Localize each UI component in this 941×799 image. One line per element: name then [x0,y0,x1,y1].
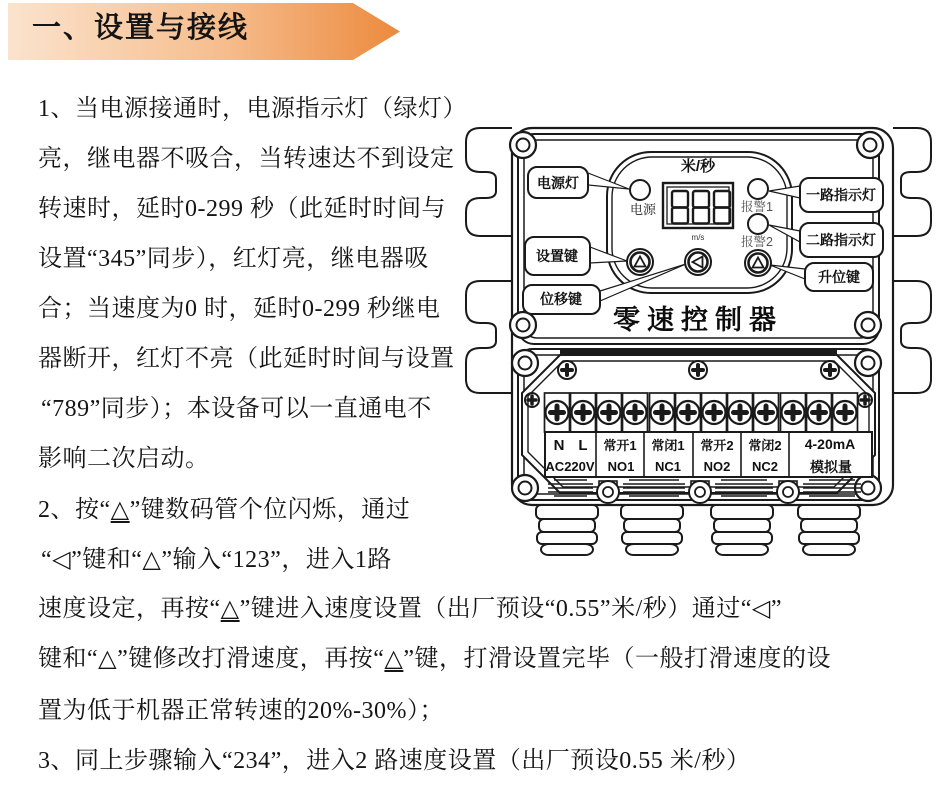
svg-text:电源: 电源 [629,202,657,217]
body-text-line: 设置“345”同步），红灯亮，继电器吸 [38,246,429,272]
svg-text:m/s: m/s [691,233,705,242]
body-text-line: 合；当速度为0 时，延时0-299 秒继电 [38,296,441,322]
callout-up-key [805,263,873,291]
svg-text:AC220V: AC220V [545,459,595,474]
body-text-line: 3、同上步骤输入“234”，进入2 路速度设置（出厂预设0.55 米/秒） [38,748,751,774]
body-text-line: 键和“△”键修改打滑速度，再按“△”键，打滑设置完毕（一般打滑速度的设 [38,646,832,672]
body-text-line: 影响二次启动。 [38,446,210,472]
callout-shift-key [523,285,600,314]
device-diagram [460,113,940,578]
body-text-line: 置为低于机器正常转速的20%-30%）； [38,698,444,724]
svg-text:NC2: NC2 [751,459,779,474]
terminal-labels [545,432,872,477]
body-text-line: “◁”键和“△”输入“123”，进入1路 [41,547,392,573]
svg-text:常闭1: 常闭1 [651,438,685,453]
set-key-button [627,249,653,275]
body-text-line: 亮，继电器不吸合，当转速达不到设定 [38,146,455,172]
svg-text:4-20mA: 4-20mA [804,436,856,452]
shift-key-button [685,249,711,275]
svg-text:位移键: 位移键 [540,291,582,307]
device-title: 零速控制器 [613,305,783,335]
svg-text:报警2: 报警2 [741,235,773,249]
svg-text:升位键: 升位键 [818,269,860,285]
svg-text:NO2: NO2 [703,459,731,474]
svg-text:常开2: 常开2 [700,438,734,453]
body-text-line: 2、按“△”键数码管个位闪烁，通过 [38,497,411,523]
svg-text:模拟量: 模拟量 [810,459,852,475]
terminal-block [545,393,858,432]
svg-text:常开1: 常开1 [603,438,637,453]
svg-text:L: L [578,437,588,454]
svg-text:二路指示灯: 二路指示灯 [806,232,876,248]
svg-text:NC1: NC1 [654,459,682,474]
svg-text:常闭2: 常闭2 [748,438,782,453]
section-title: 一、设置与接线 [32,12,250,44]
svg-text:N: N [553,437,565,454]
svg-text:NO1: NO1 [607,459,635,474]
svg-text:电源灯: 电源灯 [537,175,579,191]
callout-power-light [528,167,588,198]
body-text-line: 1、当电源接通时，电源指示灯（绿灯） [38,96,467,122]
up-key-button [745,250,771,276]
callout-ch1-light [800,178,883,212]
cable-glands [536,505,860,555]
svg-text:一路指示灯: 一路指示灯 [806,187,876,203]
callout-ch2-light [800,223,883,257]
body-text-line: 器断开，红灯不亮（此延时时间与设置 [38,346,455,372]
body-text-line: 转速时，延时0-299 秒（此延时时间与 [38,196,446,222]
body-text-line: 速度设定，再按“△”键进入速度设置（出厂预设“0.55”米/秒）通过“◁” [38,596,783,622]
svg-text:米/秒: 米/秒 [680,158,716,175]
callout-set-key [525,237,590,275]
svg-text:报警1: 报警1 [741,200,773,214]
svg-text:设置键: 设置键 [536,248,578,264]
body-text-line: “789”同步）；本设备可以一直通电不 [41,396,432,422]
